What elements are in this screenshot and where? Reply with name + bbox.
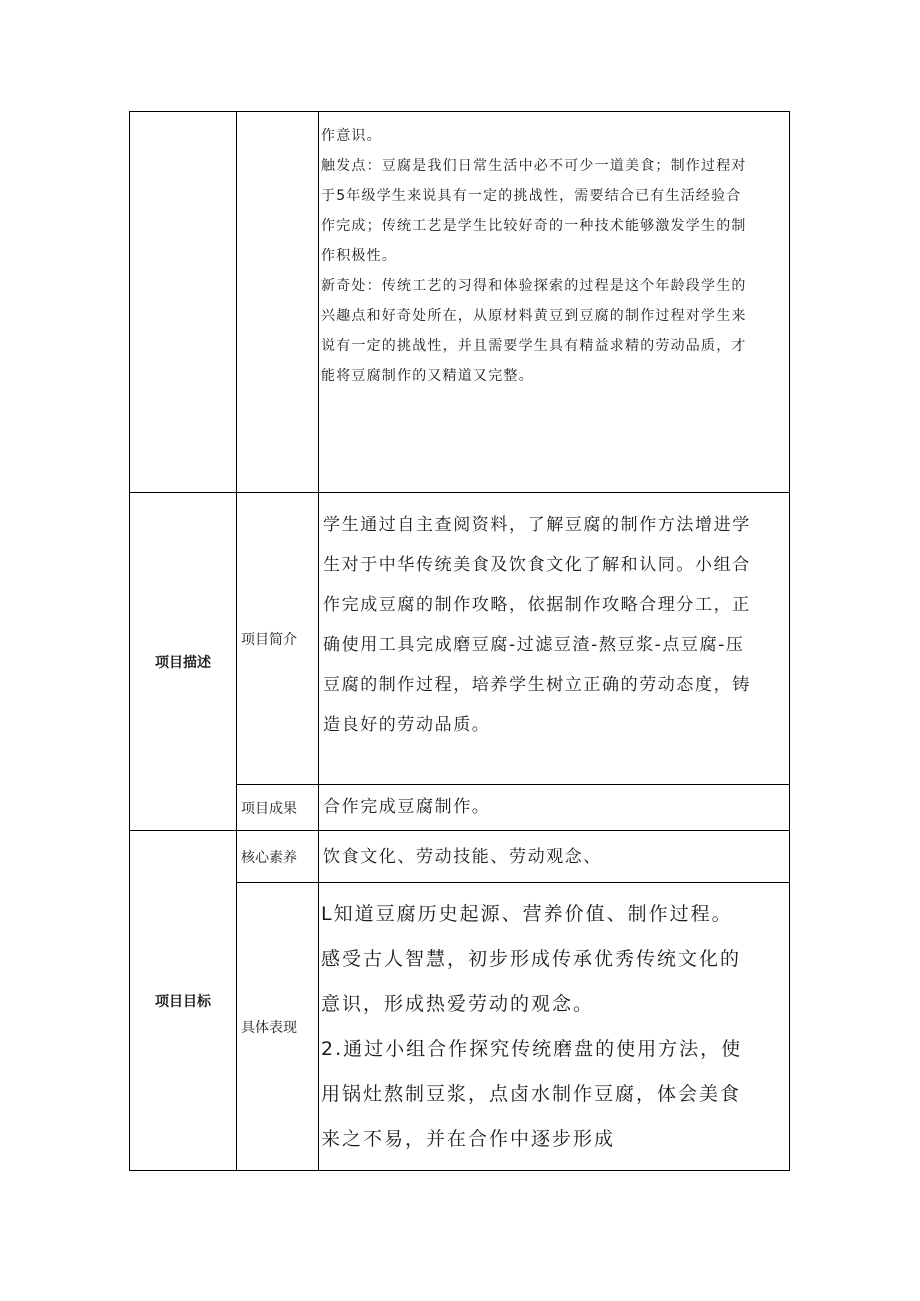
text-line: 豆腐的制作过程，培养学生树立正确的劳动态度，铸 — [323, 675, 751, 695]
specific-performance-text — [321, 892, 787, 1162]
text-line: L知道豆腐历史起源、营养价值、制作过程。 — [321, 903, 733, 925]
project-intro-text — [323, 505, 787, 745]
text-line: 来之不易，并在合作中逐步形成 — [321, 1128, 616, 1150]
project-description-label: 项目描述 — [155, 654, 211, 671]
project-intro-label: 项目简介 — [241, 631, 297, 648]
core-literacy-label: 核心素养 — [241, 849, 297, 866]
text-line: 兴趣点和好奇处所在，从原材料黄豆到豆腐的制作过程对学生来 — [321, 308, 747, 324]
table-border-top — [129, 111, 790, 112]
text-line: 造良好的劳动品质。 — [323, 715, 491, 735]
project-result-label: 项目成果 — [241, 800, 297, 817]
background-text-cell — [321, 121, 787, 391]
text-line: 作完成；传统工艺是学生比较好奇的一种技术能够激发学生的制 — [321, 218, 747, 234]
specific-performance-label: 具体表现 — [241, 1019, 297, 1036]
row-divider-intro-result — [236, 784, 790, 785]
project-goals-label: 项目目标 — [155, 993, 211, 1010]
table-border-bottom — [129, 1170, 790, 1171]
text-line: 能将豆腐制作的又精道又完整。 — [321, 368, 534, 384]
text-line: 说有一定的挑战性，并且需要学生具有精益求精的劳动品质，才 — [321, 338, 747, 354]
core-literacy-text: 饮食文化、劳动技能、劳动观念、 — [323, 847, 602, 867]
text-line: 用锅灶熬制豆浆，点卤水制作豆腐，体会美食 — [321, 1083, 742, 1105]
row-divider-core-detail — [236, 882, 790, 883]
text-line: 意识，形成热爱劳动的观念。 — [321, 993, 595, 1015]
text-line: 新奇处：传统工艺的习得和体验探索的过程是这个年龄段学生的 — [321, 278, 747, 294]
text-line: 2.通过小组合作探究传统磨盘的使用方法，使 — [321, 1038, 743, 1060]
text-line: 触发点：豆腐是我们日常生活中必不可少一道美食；制作过程对 — [321, 158, 747, 174]
text-line: 感受古人智慧，初步形成传承优秀传统文化的 — [321, 948, 742, 970]
text-line: 确使用工具完成磨豆腐-过滤豆渣-熬豆浆-点豆腐-压 — [323, 635, 745, 655]
column-divider-2 — [318, 111, 319, 1171]
table-border-right — [789, 111, 790, 1171]
text-line: 于5年级学生来说具有一定的挑战性，需要结合已有生活经验合 — [321, 188, 742, 204]
project-result-text: 合作完成豆腐制作。 — [323, 797, 491, 817]
text-line: 学生通过自主查阅资料，了解豆腐的制作方法增进学 — [323, 515, 751, 535]
text-line: 生对于中华传统美食及饮食文化了解和认同。小组合 — [323, 555, 751, 575]
text-line: 作完成豆腐的制作攻略，依据制作攻略合理分工，正 — [323, 595, 751, 615]
text-line: 作意识。 — [321, 128, 382, 144]
text-line: 作积极性。 — [321, 248, 397, 264]
